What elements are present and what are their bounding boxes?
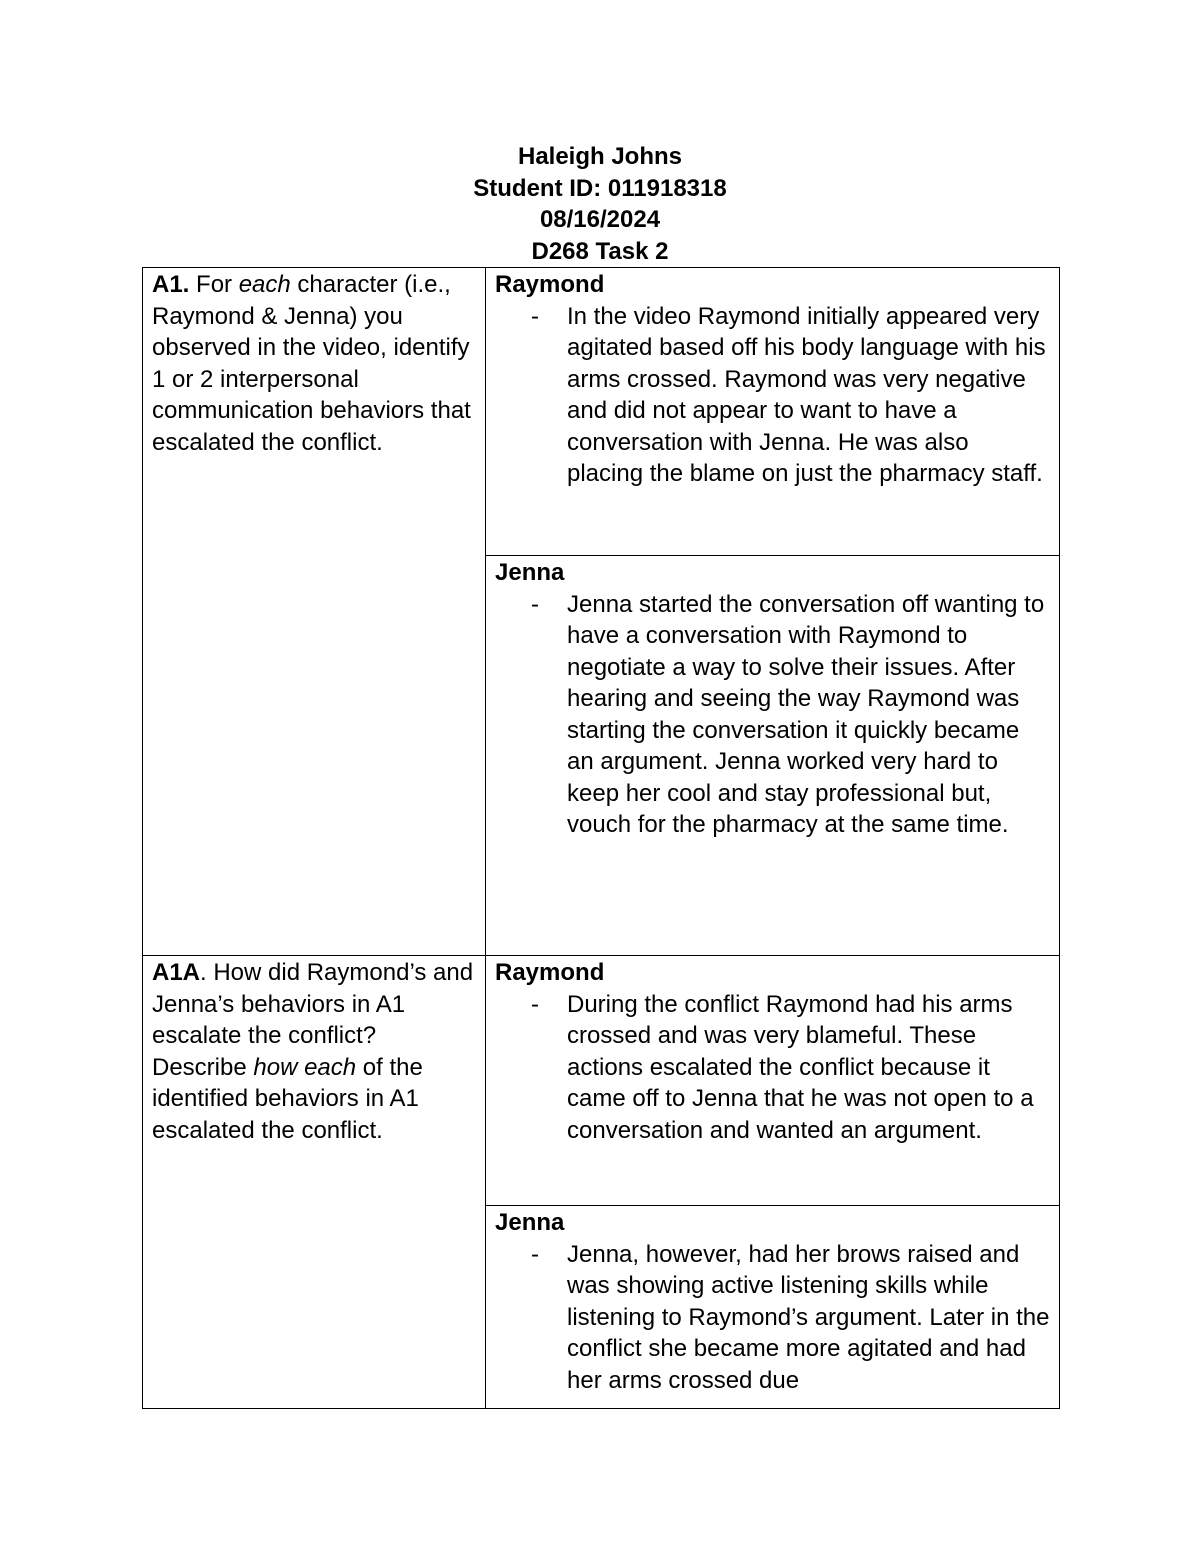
bullet-dash: - — [531, 990, 539, 1018]
student-name: Haleigh Johns — [517, 143, 683, 170]
submission-date: 08/16/2024 — [539, 206, 661, 233]
list-item — [495, 589, 1051, 841]
character-name: Raymond — [495, 271, 605, 298]
answer-cell-jenna — [486, 556, 1060, 956]
list-item — [495, 1239, 1051, 1397]
answer-text: Jenna, however, had her brows raised and was showing active listening skills while listening to Raymond’s argument. Later in the conflict she became more agitated and had her arms crossed due — [567, 1240, 1050, 1394]
list-item — [495, 989, 1051, 1147]
student-id: Student ID: 011918318 — [473, 174, 727, 202]
question-text: For — [189, 271, 239, 298]
answer-cell-raymond — [486, 956, 1060, 1206]
list-item — [495, 301, 1051, 490]
task-table — [142, 267, 1060, 1409]
question-text: character (i.e., Raymond & Jenna) you observed in the video, identify 1 or 2 interpersonal communication behaviors that escalated the conflict. — [152, 271, 471, 456]
question-label: A1. — [152, 271, 190, 298]
character-name: Jenna — [495, 559, 565, 586]
answer-cell-raymond — [486, 268, 1060, 556]
answer-text: During the conflict Raymond had his arms crossed and was very blameful. These actions escalated the conflict because it came off to Jenna that he was not open to a conversation and wanted an argument. — [567, 990, 1034, 1144]
bullet-dash: - — [531, 302, 539, 330]
question-emphasis: each — [238, 271, 291, 298]
character-name: Jenna — [495, 1209, 565, 1236]
bullet-dash: - — [531, 1240, 539, 1268]
answer-text: Jenna started the conversation off wanting to have a conversation with Raymond to negotiate a way to solve their issues. After hearing and seeing the way Raymond was starting the conversation it quickly became an argument. Jenna worked very hard to keep her cool and stay professional but, vouch for the pharmacy at the same time. — [567, 590, 1045, 838]
table-row — [143, 956, 1060, 1206]
question-emphasis: how each — [253, 1053, 357, 1081]
question-label: A1A — [152, 959, 201, 986]
bullet-dash: - — [531, 590, 539, 618]
answer-cell-jenna — [486, 1206, 1060, 1409]
task-title: D268 Task 2 — [531, 237, 669, 265]
question-cell-a1 — [143, 268, 486, 956]
question-text: of the identified behaviors in A1 escalated the conflict. — [152, 1053, 423, 1144]
document-header — [0, 141, 1200, 267]
question-text: . How did Raymond’s and Jenna’s behaviors in A1 escalate the conflict? Describe — [152, 959, 474, 1081]
character-name: Raymond — [495, 959, 605, 986]
question-cell-a1a — [143, 956, 486, 1409]
table-row — [143, 268, 1060, 556]
answer-text: In the video Raymond initially appeared very agitated based off his body language with his arms crossed. Raymond was very negative and did not appear to want to have a conversation with Jenna. He was also placing the blame on just the pharmacy staff. — [567, 302, 1046, 487]
